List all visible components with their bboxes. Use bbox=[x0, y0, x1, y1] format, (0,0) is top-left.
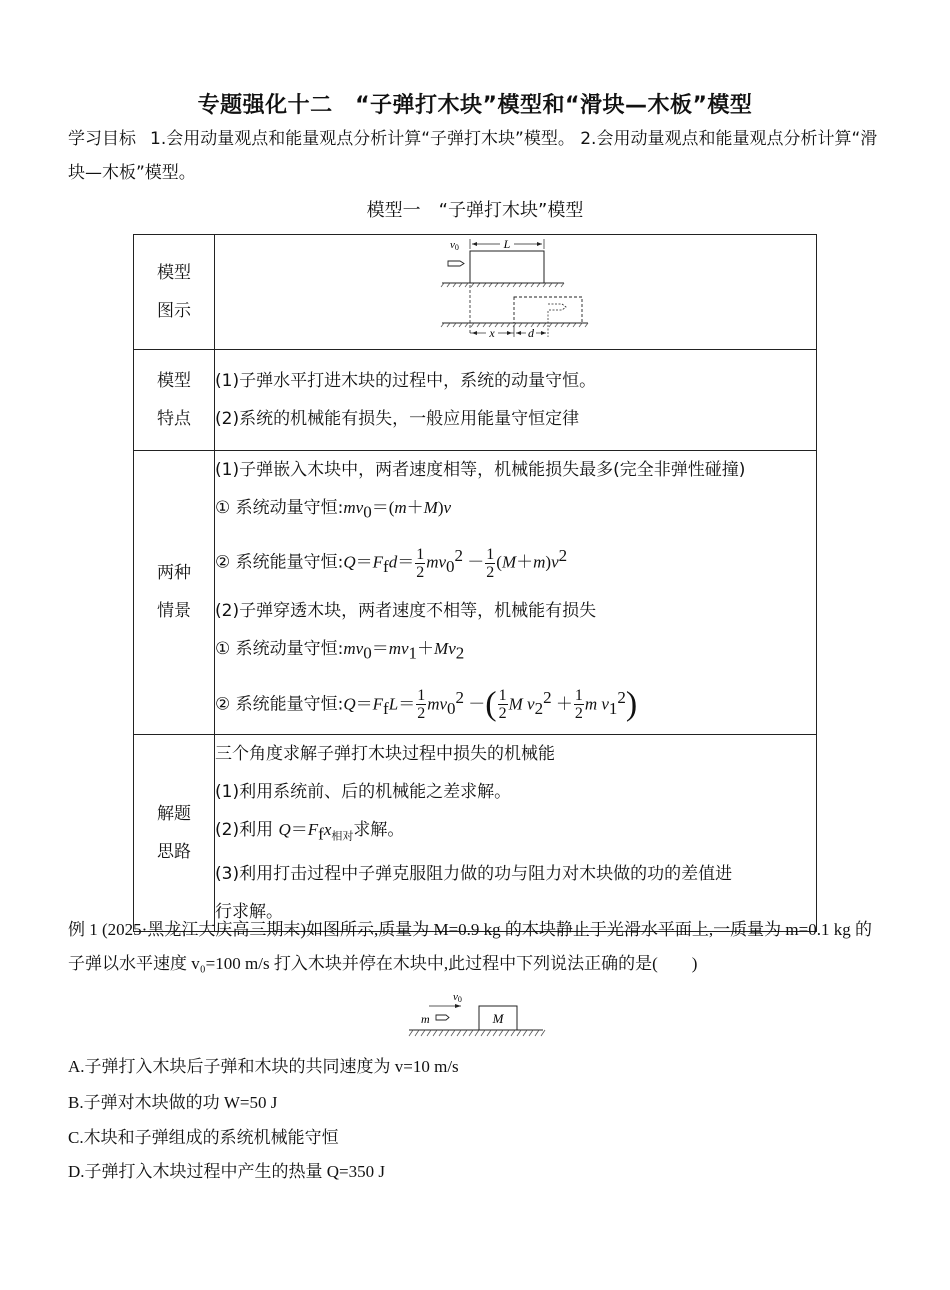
diagram-header: 模型 图示 bbox=[134, 235, 215, 350]
model-table bbox=[133, 234, 817, 932]
scenario-2-energy: ② 系统能量守恒$:Q=F_fL=$ $\frac{1}{2}$ $mv_0^2$ －( $\frac{1}{2}$ M $v_2^2$ ＋ $\frac{1}{2}$ m $v_1^2$) bbox=[215, 685, 638, 723]
option-b: B.子弹对木块做的功 W=50 J bbox=[68, 1093, 278, 1112]
method-line-2: (2)利用 $Q=F_fx_{相对}$求解。 bbox=[215, 819, 405, 844]
option-d: D.子弹打入木块过程中产生的热量 Q=350 J bbox=[68, 1162, 386, 1181]
scenario-1-text: (1)子弹嵌入木块中，两者速度相等，机械能损失最多(完全非弹性碰撞) bbox=[215, 460, 746, 480]
depth-d-label: d bbox=[527, 325, 534, 340]
method-line: 三个角度求解子弹打木块过程中损失的机械能 bbox=[215, 743, 555, 764]
learning-goals bbox=[68, 122, 883, 190]
scenario-2-text: (2)子弹穿透木块，两者速度不相等，机械能有损失 bbox=[215, 601, 597, 622]
section-title: 模型一 “子弹打木块”模型 bbox=[366, 200, 584, 221]
option-a: A.子弹打入木块后子弹和木块的共同速度为 v=10 m/s bbox=[68, 1057, 459, 1076]
method-line: 行求解。 bbox=[215, 902, 283, 923]
bullet-mass-label: m bbox=[421, 1012, 430, 1026]
v0-label: v0 bbox=[449, 238, 459, 252]
row-diagram bbox=[134, 235, 817, 350]
diagram-cell bbox=[215, 235, 817, 350]
method-header: 解题 思路 bbox=[134, 734, 215, 931]
features-header: 模型 特点 bbox=[134, 350, 215, 451]
method-line: (3)利用打击过程中子弹克服阻力做的功与阻力对木块做的功的差值进 bbox=[215, 864, 733, 885]
row-features bbox=[134, 350, 817, 451]
feature-line: (1)子弹水平打进木块的过程中，系统的动量守恒。 bbox=[215, 371, 597, 391]
block-mass-label: M bbox=[492, 1011, 504, 1026]
scenario-2-momentum: ① 系统动量守恒$:mv_0=mv_1+Mv_2$ bbox=[215, 639, 465, 663]
method-cell bbox=[215, 734, 817, 931]
distance-x-label: x bbox=[488, 325, 495, 340]
example-1-question: 例 1 (2025·黑龙江大庆高三期末)如图所示,质量为 M=0.9 kg 的木块静止于光滑水平面上,一质量为 m=0.1 kg 的子弹以水平速度 v₀=100 m/s 打入木块并停在木块中,此过程中下列说法正确的是( ) bbox=[68, 920, 872, 973]
page-title: 专题强化十二 “子弹打木块”模型和“滑块—木板”模型 bbox=[197, 93, 753, 118]
row-method bbox=[134, 734, 817, 931]
scenario-1-momentum: ① 系统动量守恒$:mv_0=(m+M)v$ bbox=[215, 498, 452, 522]
learning-goals-label: 学习目标 bbox=[68, 129, 136, 149]
example-figure bbox=[405, 986, 547, 1044]
scenarios-cell bbox=[215, 451, 817, 735]
learning-goals-text: 1.会用动量观点和能量观点分析计算“子弹打木块”模型。 2.会用动量观点和能量观点分析计算“滑块—木板”模型。 bbox=[68, 129, 878, 183]
scenarios-header: 两种 情景 bbox=[134, 451, 215, 735]
feature-line: (2)系统的机械能有损失，一般应用能量守恒定律 bbox=[215, 409, 580, 429]
features-cell bbox=[215, 350, 817, 451]
row-scenarios bbox=[134, 451, 817, 735]
option-c: C.木块和子弹组成的系统机械能守恒 bbox=[68, 1128, 339, 1147]
scenario-1-energy: ② 系统能量守恒$:Q=F_fd=$ $\frac{1}{2}$ $mv_0^2$ － $\frac{1}{2}$ $(M+m)v^2$ bbox=[215, 545, 568, 581]
bullet-block-diagram bbox=[436, 237, 596, 343]
method-line: (1)利用系统前、后的机械能之差求解。 bbox=[215, 781, 512, 802]
v0-label: v0 bbox=[453, 991, 462, 1004]
length-L-label: L bbox=[503, 236, 510, 251]
